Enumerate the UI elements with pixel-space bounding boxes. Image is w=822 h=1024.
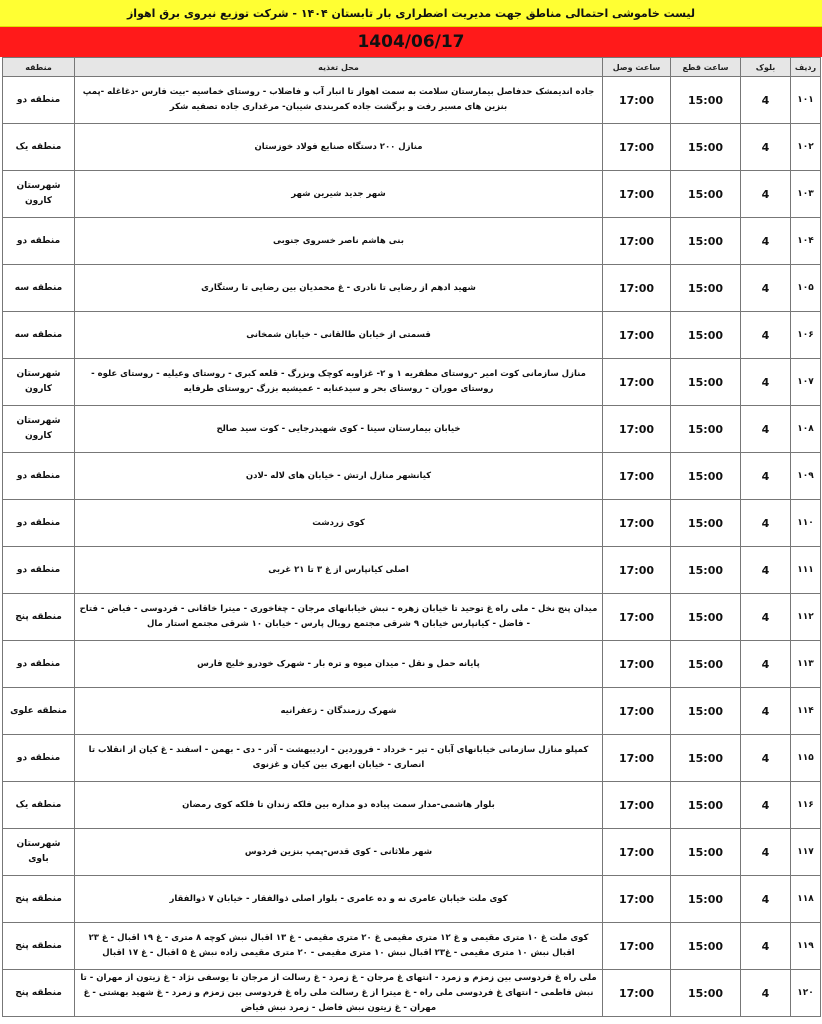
connect-time: 17:00 (603, 594, 671, 641)
connect-time: 17:00 (603, 782, 671, 829)
region-name: منطقه دو (3, 735, 75, 782)
region-name: شهرستان باوی (3, 829, 75, 876)
row-number: ۱۰۹ (791, 453, 821, 500)
block-number: 4 (741, 500, 791, 547)
row-number: ۱۰۱ (791, 77, 821, 124)
row-number: ۱۰۷ (791, 359, 821, 406)
block-number: 4 (741, 124, 791, 171)
connect-time: 17:00 (603, 312, 671, 359)
region-name: منطقه دو (3, 547, 75, 594)
region-name: شهرستان کارون (3, 171, 75, 218)
region-name: منطقه سه (3, 312, 75, 359)
cut-time: 15:00 (671, 312, 741, 359)
location-text: بلوار هاشمی-مدار سمت پیاده دو مداره بین فلکه زندان تا فلکه کوی رمضان (75, 782, 603, 829)
region-name: منطقه دو (3, 641, 75, 688)
region-name: منطقه پنج (3, 923, 75, 970)
cut-time: 15:00 (671, 500, 741, 547)
connect-time: 17:00 (603, 265, 671, 312)
location-text: بنی هاشم ناصر خسروی جنوبی (75, 218, 603, 265)
connect-time: 17:00 (603, 171, 671, 218)
row-number: ۱۱۶ (791, 782, 821, 829)
block-number: 4 (741, 970, 791, 1017)
region-name: منطقه یک (3, 782, 75, 829)
row-number: ۱۲۰ (791, 970, 821, 1017)
location-text: منازل ۲۰۰ دستگاه صنایع فولاد خوزستان (75, 124, 603, 171)
connect-time: 17:00 (603, 876, 671, 923)
block-number: 4 (741, 312, 791, 359)
cut-time: 15:00 (671, 406, 741, 453)
block-number: 4 (741, 688, 791, 735)
block-number: 4 (741, 547, 791, 594)
connect-time: 17:00 (603, 406, 671, 453)
row-number: ۱۱۷ (791, 829, 821, 876)
row-number: ۱۰۸ (791, 406, 821, 453)
block-number: 4 (741, 829, 791, 876)
connect-time: 17:00 (603, 641, 671, 688)
table-row (3, 77, 821, 124)
row-number: ۱۰۶ (791, 312, 821, 359)
cut-time: 15:00 (671, 782, 741, 829)
cut-time: 15:00 (671, 77, 741, 124)
table-row (3, 735, 821, 782)
cut-time: 15:00 (671, 171, 741, 218)
region-name: منطقه دو (3, 500, 75, 547)
table-row (3, 547, 821, 594)
location-text: کیانشهر منازل ارتش - خیابان های لاله -لادن (75, 453, 603, 500)
connect-time: 17:00 (603, 547, 671, 594)
row-number: ۱۱۸ (791, 876, 821, 923)
cut-time: 15:00 (671, 641, 741, 688)
connect-time: 17:00 (603, 77, 671, 124)
location-text: کوی ملت خیابان عامری نه و ده عامری - بلوار اصلی ذوالفقار - خیابان ۷ ذوالفقار (75, 876, 603, 923)
location-text: شهید ادهم از رضایی تا نادری - غ محمدیان بین رضایی تا رستگاری (75, 265, 603, 312)
block-number: 4 (741, 171, 791, 218)
table-row (3, 500, 821, 547)
location-text: جاده اندیمشک حدفاصل بیمارستان سلامت به سمت اهواز تا انبار آب و فاضلاب - روستای خماسیه -بیت فارس -دغاغله -پمپ بنزین های مسیر رفت و برگشت جاده کمربندی شیبان- مرغداری جاده تصفیه شکر (75, 77, 603, 124)
cut-time: 15:00 (671, 124, 741, 171)
cut-time: 15:00 (671, 359, 741, 406)
table-row (3, 359, 821, 406)
location-text: شهرک رزمندگان - زعفرانیه (75, 688, 603, 735)
table-row (3, 218, 821, 265)
block-number: 4 (741, 218, 791, 265)
row-number: ۱۱۱ (791, 547, 821, 594)
table-row (3, 312, 821, 359)
table-row (3, 876, 821, 923)
connect-time: 17:00 (603, 359, 671, 406)
block-number: 4 (741, 77, 791, 124)
region-name: منطقه دو (3, 77, 75, 124)
table-row (3, 923, 821, 970)
cut-time: 15:00 (671, 829, 741, 876)
block-number: 4 (741, 265, 791, 312)
row-number: ۱۰۵ (791, 265, 821, 312)
region-name: شهرستان کارون (3, 359, 75, 406)
cut-time: 15:00 (671, 923, 741, 970)
table-row (3, 594, 821, 641)
table-row (3, 406, 821, 453)
connect-time: 17:00 (603, 970, 671, 1017)
location-text: کمپلو منازل سازمانی خیابانهای آبان - تیر - خرداد - فروردین - اردیبهشت - آذر - دی - بهمن - اسفند - غ کیان از انقلاب تا انصاری - خیابان ابهری بین کیان و غزنوی (75, 735, 603, 782)
cut-time: 15:00 (671, 594, 741, 641)
location-text: پایانه حمل و نقل - میدان میوه و تره بار - شهرک خودرو خلیج فارس (75, 641, 603, 688)
table-row (3, 453, 821, 500)
location-text: اصلی کیانپارس از غ ۳ تا ۲۱ غربی (75, 547, 603, 594)
cut-time: 15:00 (671, 218, 741, 265)
location-text: ملی راه غ فردوسی بین زمزم و زمرد - انتهای غ مرجان - غ زمرد - غ رسالت از مرجان تا یوسفی نژاد - غ زیتون از مهران - تا نبش فاطمی - انتهای غ فردوسی ملی راه - غ میترا از غ رسالت ملی راه غ فردوسی بین زمزم و زمرد - غ شهید بهشتی - غ مهران - غ زیتون نبش فاضل - زمرد نبش فیاض (75, 970, 603, 1017)
region-name: منطقه پنج (3, 594, 75, 641)
location-text: کوی زردشت (75, 500, 603, 547)
cut-time: 15:00 (671, 453, 741, 500)
cut-time: 15:00 (671, 547, 741, 594)
table-row (3, 124, 821, 171)
location-text: منازل سازمانی کوت امیر -روستای مظفریه ۱ و ۲- غزاویه کوچک وبزرگ - قلعه کبری - روستای وعیلیه - روستای علوه - روستای موران - روستای بحر و سیدعنایه - عمیشیه بزرگ -روستای طرفایه (75, 359, 603, 406)
row-number: ۱۱۴ (791, 688, 821, 735)
region-name: منطقه پنج (3, 970, 75, 1017)
block-number: 4 (741, 406, 791, 453)
header-connect-time: ساعت وصل (603, 58, 671, 77)
cut-time: 15:00 (671, 970, 741, 1017)
connect-time: 17:00 (603, 735, 671, 782)
block-number: 4 (741, 594, 791, 641)
cut-time: 15:00 (671, 688, 741, 735)
table-header-row (3, 58, 821, 77)
cut-time: 15:00 (671, 265, 741, 312)
header-block: بلوک (741, 58, 791, 77)
region-name: منطقه پنج (3, 876, 75, 923)
row-number: ۱۱۵ (791, 735, 821, 782)
row-number: ۱۱۹ (791, 923, 821, 970)
location-text: شهر جدید شیرین شهر (75, 171, 603, 218)
table-row (3, 970, 821, 1017)
table-row (3, 782, 821, 829)
header-region: منطقه (3, 58, 75, 77)
table-row (3, 688, 821, 735)
block-number: 4 (741, 923, 791, 970)
row-number: ۱۰۲ (791, 124, 821, 171)
header-row-no: ردیف (791, 58, 821, 77)
connect-time: 17:00 (603, 218, 671, 265)
table-row (3, 829, 821, 876)
block-number: 4 (741, 782, 791, 829)
block-number: 4 (741, 876, 791, 923)
location-text: قسمتی از خیابان طالقانی - خیابان شمخانی (75, 312, 603, 359)
table-row (3, 265, 821, 312)
row-number: ۱۱۲ (791, 594, 821, 641)
connect-time: 17:00 (603, 453, 671, 500)
connect-time: 17:00 (603, 124, 671, 171)
block-number: 4 (741, 641, 791, 688)
header-location: محل تغذیه (75, 58, 603, 77)
page-title: لیست خاموشی احتمالی مناطق جهت مدیریت اضطراری بار تابستان ۱۴۰۴ - شرکت توزیع نیروی برق اهواز (0, 0, 822, 27)
outage-table (2, 57, 821, 1017)
region-name: شهرستان کارون (3, 406, 75, 453)
region-name: منطقه دو (3, 218, 75, 265)
region-name: منطقه علوی (3, 688, 75, 735)
location-text: خیابان بیمارستان سینا - کوی شهیدرجایی - کوت سید صالح (75, 406, 603, 453)
block-number: 4 (741, 735, 791, 782)
region-name: منطقه دو (3, 453, 75, 500)
row-number: ۱۱۰ (791, 500, 821, 547)
header-cut-time: ساعت قطع (671, 58, 741, 77)
row-number: ۱۱۳ (791, 641, 821, 688)
table-row (3, 171, 821, 218)
connect-time: 17:00 (603, 500, 671, 547)
cut-time: 15:00 (671, 735, 741, 782)
connect-time: 17:00 (603, 923, 671, 970)
region-name: منطقه سه (3, 265, 75, 312)
cut-time: 15:00 (671, 876, 741, 923)
block-number: 4 (741, 453, 791, 500)
location-text: کوی ملت غ ۱۰ متری مقیمی و غ ۱۲ متری مقیمی غ ۲۰ متری مقیمی - غ ۱۳ اقبال نبش کوچه ۸ متری - غ ۱۹ اقبال - غ ۲۳ اقبال نبش ۱۰ متری مقیمی - غ۲۳ اقبال نبش ۱۰ متری مقیمی - ۲۰ متری مقیمی زاده نبش غ ۵ اقبال - غ ۱۷ اقبال (75, 923, 603, 970)
block-number: 4 (741, 359, 791, 406)
row-number: ۱۰۳ (791, 171, 821, 218)
region-name: منطقه یک (3, 124, 75, 171)
location-text: شهر ملاثانی - کوی قدس-پمپ بنزین فردوس (75, 829, 603, 876)
date-banner: 1404/06/17 (0, 27, 822, 57)
table-row (3, 641, 821, 688)
row-number: ۱۰۴ (791, 218, 821, 265)
location-text: میدان پنج نخل - ملی راه غ توحید تا خیابان زهره - نبش خیابانهای مرجان - چغاخوری - میترا خاقانی - فردوسی - فیاض - فتاح - فاضل - کیانپارس خیابان ۹ شرقی مجتمع رویال پارس - خیابان ۱۰ شرقی مجتمع استار مال (75, 594, 603, 641)
connect-time: 17:00 (603, 829, 671, 876)
connect-time: 17:00 (603, 688, 671, 735)
